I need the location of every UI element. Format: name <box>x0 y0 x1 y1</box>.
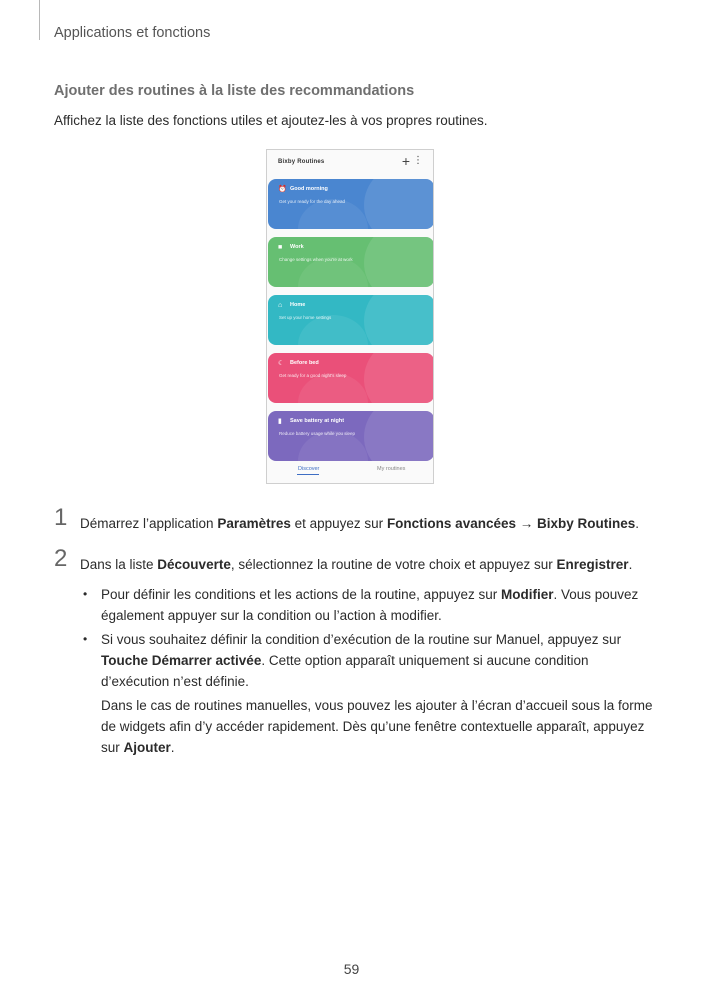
advanced-features-label: Fonctions avancées <box>386 516 516 531</box>
routine-card-desc: Get ready for a good night's sleep <box>279 373 347 378</box>
step-text: Démarrez l’application Paramètres et appuyez sur Fonctions avancées → Bixby Routines. <box>80 516 640 531</box>
tab-my-routines: My routines <box>377 466 406 472</box>
routine-card-work <box>268 237 434 287</box>
routine-card-title: Good morning <box>290 186 328 192</box>
routine-card-good-morning <box>268 179 434 229</box>
page-number: 59 <box>343 961 360 977</box>
bullet-text: Si vous souhaitez définir la condition d’exécution de la routine sur Manuel, appuyez sur Touche Démarrer activée. Cette option apparaît uniquement si aucune condition d’exécution n’est définie. <box>101 632 622 689</box>
routine-card-title: Before bed <box>290 360 319 366</box>
step-text: Dans la liste Découverte, sélectionnez la routine de votre choix et appuyez sur Enregistrer. <box>80 557 633 572</box>
routine-card-desc: Reduce battery usage while you sleep <box>279 431 356 436</box>
routine-card-home <box>268 295 434 345</box>
screenshot-tabs <box>267 455 433 483</box>
edit-label: Modifier <box>500 587 554 602</box>
chapter-header: Applications et fonctions <box>54 25 211 41</box>
routine-card-desc: Change settings when you're at work <box>279 257 353 262</box>
corner-rule <box>39 0 40 40</box>
briefcase-icon: ■ <box>278 244 283 251</box>
routine-card-title: Home <box>290 302 306 308</box>
discover-tab-label: Découverte <box>157 557 231 572</box>
bullet-dot: • <box>83 587 88 601</box>
bullet-item <box>84 629 649 692</box>
screenshot-app-bar <box>267 150 433 178</box>
home-icon: ⌂ <box>278 302 283 309</box>
manual-routine-note: Dans le cas de routines manuelles, vous pouvez les ajouter à l’écran d’accueil sous la forme de widgets afin d’y accéder rapidement. Dès qu’une fenêtre contextuelle apparaît, appuyez sur Ajouter. <box>101 698 653 755</box>
more-options-icon: ⋮ <box>413 155 423 166</box>
start-button-label: Touche Démarrer activée <box>101 653 262 668</box>
active-tab-indicator <box>297 474 319 476</box>
bullet-dot: • <box>83 632 88 646</box>
step-number: 2 <box>54 545 68 572</box>
bullet-text: Pour définir les conditions et les actions de la routine, appuyez sur Modifier. Vous pouvez également appuyer sur la condition ou l’action à modifier. <box>101 587 639 623</box>
routine-card-save-battery <box>268 411 434 461</box>
add-label: Ajouter <box>123 740 171 755</box>
routines-screenshot <box>266 149 434 484</box>
routine-card-before-bed <box>268 353 434 403</box>
routine-card-desc: Get your ready for the day ahead <box>279 199 346 204</box>
tab-discover: Discover <box>298 466 320 472</box>
bixby-routines-label: Bixby Routines <box>537 516 636 531</box>
save-label: Enregistrer <box>556 557 629 572</box>
settings-app-name: Paramètres <box>217 516 291 531</box>
routine-card-title: Work <box>290 244 304 250</box>
routine-card-desc: Set up your home settings <box>279 315 332 320</box>
screenshot-title: Bixby Routines <box>278 159 325 165</box>
bullet-item <box>84 584 649 626</box>
battery-icon: ▮ <box>278 418 282 425</box>
alarm-icon: ⏰ <box>278 186 287 193</box>
section-title: Ajouter des routines à la liste des recommandations <box>54 83 415 99</box>
moon-icon: ☾ <box>278 360 285 367</box>
step-number: 1 <box>54 504 68 531</box>
routine-card-title: Save battery at night <box>290 418 345 424</box>
section-intro: Affichez la liste des fonctions utiles et ajoutez-les à vos propres routines. <box>54 113 488 128</box>
plus-icon: + <box>401 153 410 169</box>
